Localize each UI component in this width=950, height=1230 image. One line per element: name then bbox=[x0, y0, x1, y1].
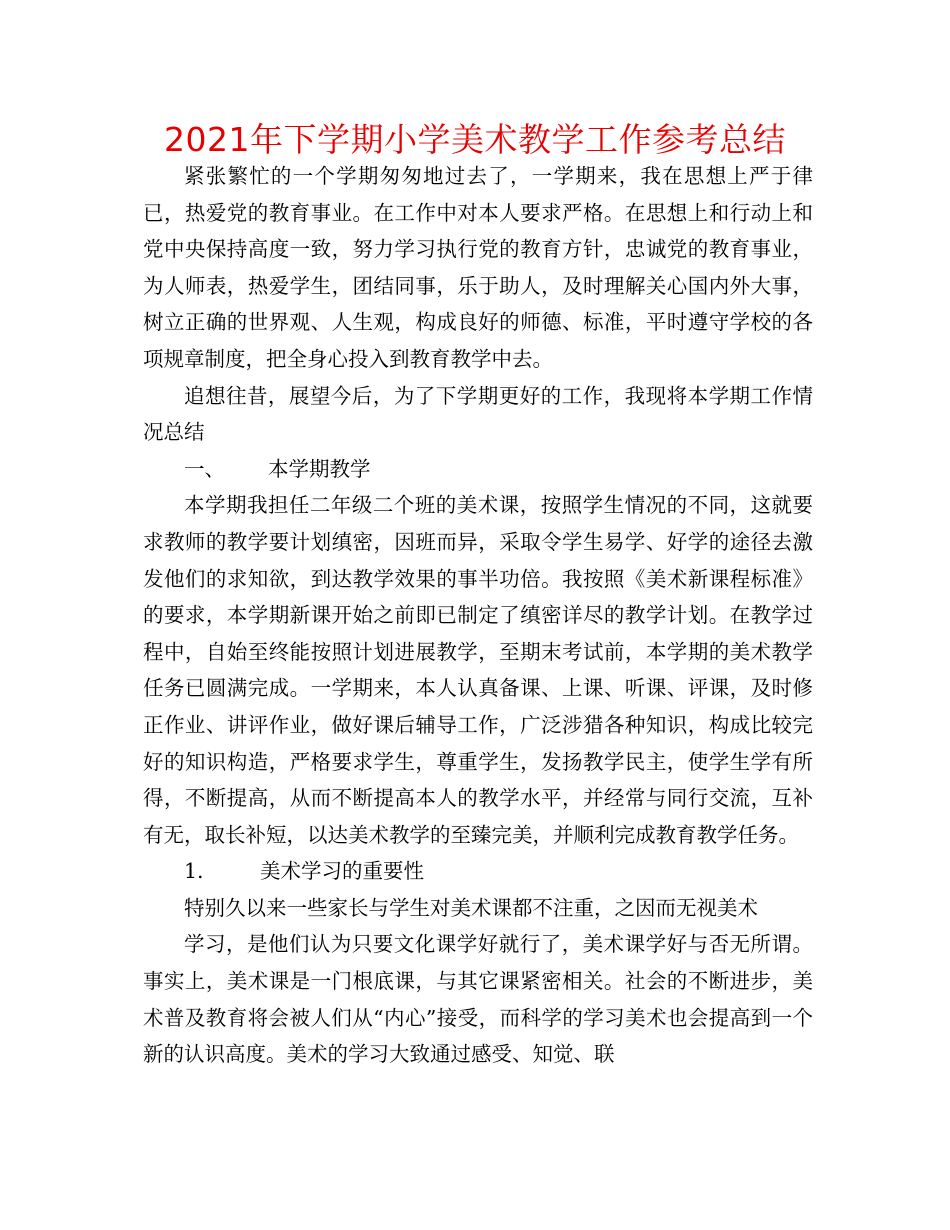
section-heading-text: 本学期教学 bbox=[268, 456, 371, 481]
section-heading bbox=[143, 451, 813, 488]
paragraph-importance-line1: 特别久以来一些家长与学生对美术课都不注重，之因而无视美术 bbox=[184, 895, 758, 920]
document-body bbox=[143, 158, 813, 1073]
subsection-heading bbox=[143, 853, 813, 890]
subsection-number: 1. bbox=[184, 859, 204, 884]
subsection-heading-text: 美术学习的重要性 bbox=[260, 859, 424, 884]
document-title: 2021年下学期小学美术教学工作参考总结 bbox=[164, 120, 786, 159]
section-number: 一、 bbox=[184, 456, 225, 481]
paragraph-importance: 学习，是他们认为只要文化课学好就行了，美术课学好与否无所谓。事实上，美术课是一门根底课，与其它课紧密相关。社会的不断进步，美术普及教育将会被人们从“内心”接受，而科学的学习美术也会提高到一个新的认识高度。美术的学习大致通过感受、知觉、联 bbox=[143, 932, 813, 1067]
paragraph-teaching: 本学期我担任二年级二个班的美术课，按照学生情况的不同，这就要求教师的教学要计划缜密，因班而异，采取令学生易学、好学的途径去激发他们的求知欲，到达教学效果的事半功倍。我按照《美术新课程标准》的要求，本学期新课开始之前即已制定了缜密详尽的教学计划。在教学过程中，自始至终能按照计划进展教学，至期末考试前，本学期的美术教学任务已圆满完成。一学期来，本人认真备课、上课、听课、评课，及时修正作业、讲评作业，做好课后辅导工作，广泛涉猎各种知识，构成比较完好的知识构造，严格要求学生，尊重学生，发扬教学民主，使学生学有所得，不断提高，从而不断提高本人的教学水平，并经常与同行交流，互补有无，取长补短，以达美术教学的至臻完美，并顺利完成教育教学任务。 bbox=[143, 493, 813, 847]
paragraph-intro: 紧张繁忙的一个学期匆匆地过去了，一学期来，我在思想上严于律已，热爱党的教育事业。在工作中对本人要求严格。在思想上和行动上和党中央保持高度一致，努力学习执行党的教育方针，忠诚党的教育事业，为人师表，热爱学生，团结同事，乐于助人，及时理解关心国内外大事，树立正确的世界观、人生观，构成良好的师德、标准，平时遵守学校的各项规章制度，把全身心投入到教育教学中去。 bbox=[143, 164, 813, 371]
paragraph-summary-lead: 追想往昔，展望今后，为了下学期更好的工作，我现将本学期工作情况总结 bbox=[143, 383, 813, 445]
